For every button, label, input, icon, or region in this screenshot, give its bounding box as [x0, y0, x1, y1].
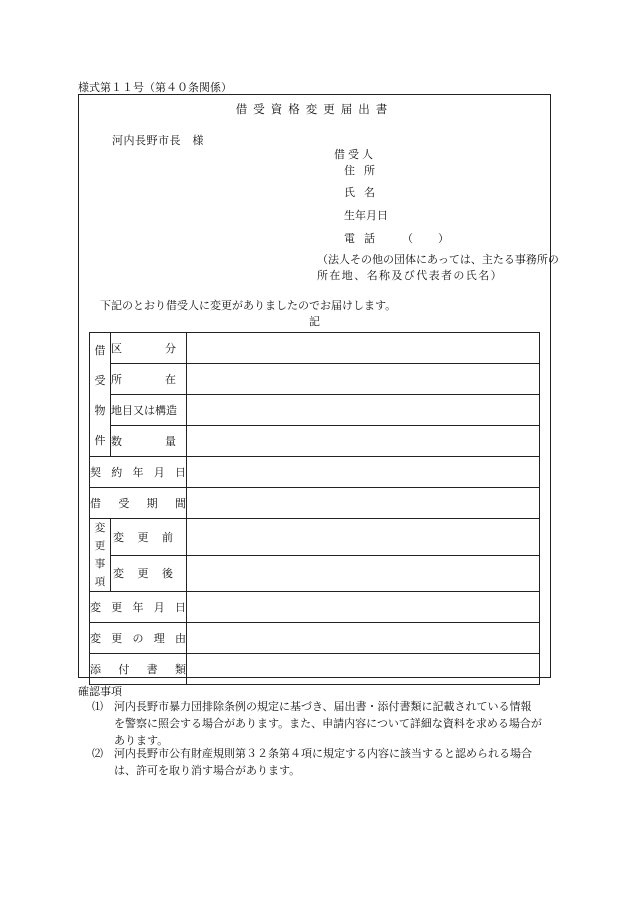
before-change-label: 変 更 前	[111, 519, 187, 556]
table-row	[90, 555, 540, 592]
side-char: 物	[94, 403, 106, 417]
change-date-label: 変 更 年 月 日	[90, 592, 187, 623]
note-number: ⑴	[92, 700, 103, 713]
name-label: 氏名	[344, 186, 384, 199]
change-items-side-label	[90, 519, 111, 592]
side-char: 借	[94, 343, 106, 357]
category-value[interactable]	[187, 333, 540, 364]
table-row	[90, 623, 540, 654]
note-text: 河内長野市公有財産規則第３２条第４項に規定する内容に該当すると認められる場合は、許可を取り消す場合があります。	[114, 747, 532, 777]
corporate-note-line1: （法人その他の団体にあっては、主たる事務所の	[317, 253, 559, 266]
note-item	[92, 745, 542, 779]
ki-heading: 記	[309, 315, 320, 328]
note-text: 河内長野市暴力団排除条例の規定に基づき、届出書・添付書類に記載されている情報を警察に照会する場合があります。また、申請内容について詳細な資料を求める場合があります。	[114, 700, 542, 747]
table-row	[90, 364, 540, 395]
attachments-label: 添 付 書 類	[90, 654, 187, 685]
change-date-value[interactable]	[187, 592, 540, 623]
lease-period-value[interactable]	[187, 488, 540, 519]
notes-heading: 確認事項	[78, 685, 122, 698]
contract-date-value[interactable]	[187, 457, 540, 488]
intro-text: 下記のとおり借受人に変更がありましたのでお届けします。	[100, 299, 397, 312]
table-row	[90, 395, 540, 426]
side-char: 受	[94, 373, 106, 387]
applicant-heading: 借受人	[334, 148, 376, 161]
location-label: 所 在	[111, 364, 187, 395]
after-change-label: 変 更 後	[111, 555, 187, 592]
table-row	[90, 333, 540, 364]
table-row	[90, 457, 540, 488]
change-reason-value[interactable]	[187, 623, 540, 654]
location-value[interactable]	[187, 364, 540, 395]
corporate-note-line2: 所在地、名称及び代表者の氏名）	[317, 269, 503, 282]
table-row	[90, 654, 540, 685]
note-item	[92, 698, 542, 749]
table-row	[90, 519, 540, 556]
after-change-value[interactable]	[187, 555, 540, 592]
side-char: 件	[94, 433, 106, 447]
contract-date-label: 契 約 年 月 日	[90, 457, 187, 488]
lease-period-label: 借 受 期 間	[90, 488, 187, 519]
dob-label: 生年月日	[344, 209, 388, 222]
quantity-value[interactable]	[187, 426, 540, 457]
land-category-label: 地目又は構造	[111, 395, 187, 426]
attachments-value[interactable]	[187, 654, 540, 685]
leased-property-side-label	[90, 333, 111, 457]
note-number: ⑵	[92, 747, 103, 760]
table-row	[90, 592, 540, 623]
category-label: 区 分	[111, 333, 187, 364]
before-change-value[interactable]	[187, 519, 540, 556]
land-category-value[interactable]	[187, 395, 540, 426]
addressee: 河内長野市長 様	[112, 134, 204, 147]
form-title: 借受資格変更届出書	[235, 102, 394, 116]
details-table	[89, 332, 540, 685]
address-label: 住所	[344, 164, 384, 177]
form-number: 様式第１１号（第４０条関係）	[78, 81, 232, 94]
change-items-line2: 事項	[94, 558, 106, 588]
change-reason-label: 変 更 の 理 由	[90, 623, 187, 654]
phone-label: 電話	[344, 232, 384, 245]
form-frame	[78, 94, 559, 678]
table-row	[90, 426, 540, 457]
change-items-line1: 変更	[94, 522, 106, 552]
phone-parens: （ ）	[402, 232, 450, 245]
table-row	[90, 488, 540, 519]
quantity-label: 数 量	[111, 426, 187, 457]
